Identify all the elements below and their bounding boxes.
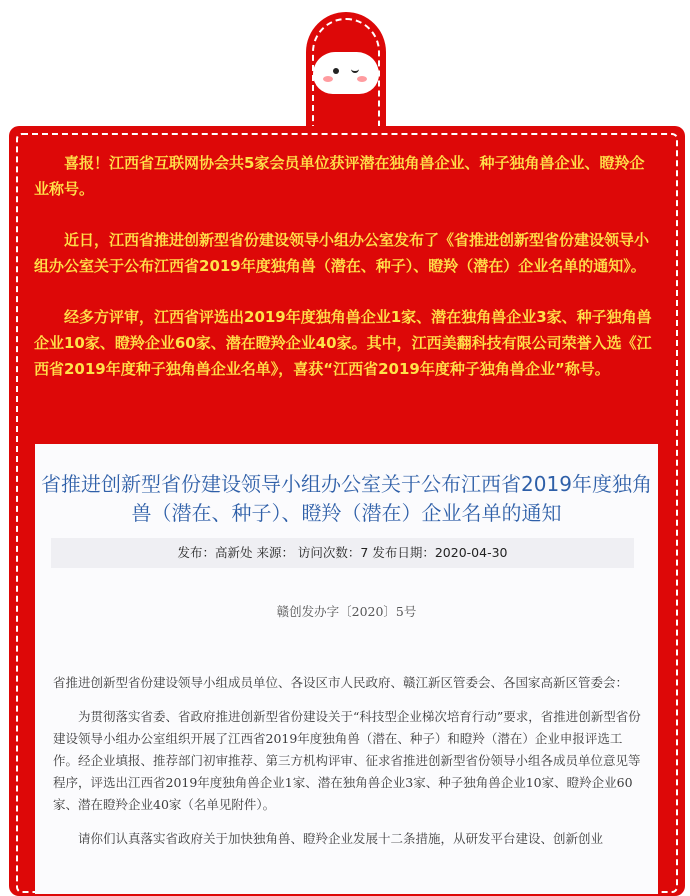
notice-body [53, 672, 641, 862]
mascot-icon [313, 52, 379, 94]
notice-document-image [35, 444, 658, 894]
intro-paragraph: 近日，江西省推进创新型省份建设领导小组办公室发布了《省推进创新型省份建设领导小组办公室关于公布江西省2019年度独角兽（潜在、种子）、瞪羚（潜在）企业名单的通知》。 [34, 231, 650, 275]
mascot-wink [351, 67, 359, 73]
notice-document-number: 赣创发办字〔2020〕5号 [276, 604, 417, 619]
notice-paragraph: 请你们认真落实省政府关于加快独角兽、瞪羚企业发展十二条措施，从研发平台建设、创新创业 [78, 831, 604, 846]
notice-addressee: 省推进创新型省份建设领导小组成员单位、各设区市人民政府、赣江新区管委会、各国家高新区管委会： [53, 675, 629, 690]
intro-paragraph: 经多方评审，江西省评选出2019年度独角兽企业1家、潜在独角兽企业3家、种子独角兽企业10家、瞪羚企业60家、潜在瞪羚企业40家。其中，江西美翻科技有限公司荣誉入选《江西省2019年度种子独角兽企业名单》，喜获“江西省2019年度种子独角兽企业”称号。 [34, 308, 652, 378]
mascot-blush [357, 76, 367, 82]
intro-headline: 喜报！江西省互联网协会共5家会员单位获评潜在独角兽企业、种子独角兽企业、瞪羚企业称号。 [34, 154, 645, 198]
notice-meta-bar: 发布：高新处 来源： 访问次数：7 发布日期：2020-04-30 [51, 538, 634, 568]
mascot-eye [333, 68, 339, 74]
notice-title: 省推进创新型省份建设领导小组办公室关于公布江西省2019年度独角兽（潜在、种子）、瞪羚（潜在）企业名单的通知 [41, 472, 652, 525]
mascot-blush [323, 76, 333, 82]
notice-paragraph: 为贯彻落实省委、省政府推进创新型省份建设关于“科技型企业梯次培育行动”要求，省推进创新型省份建设领导小组办公室组织开展了江西省2019年度独角兽（潜在、种子）和瞪羚（潜在）企业申报评选工作。经企业填报、推荐部门初审推荐、第三方机构评审、征求省推进创新型省份领导小组各成员单位意见等程序，评选出江西省2019年度独角兽企业1家、潜在独角兽企业3家、种子独角兽企业10家、瞪羚企业60家、潜在瞪羚企业40家（名单见附件）。 [53, 709, 641, 812]
announcement-text [34, 150, 658, 407]
